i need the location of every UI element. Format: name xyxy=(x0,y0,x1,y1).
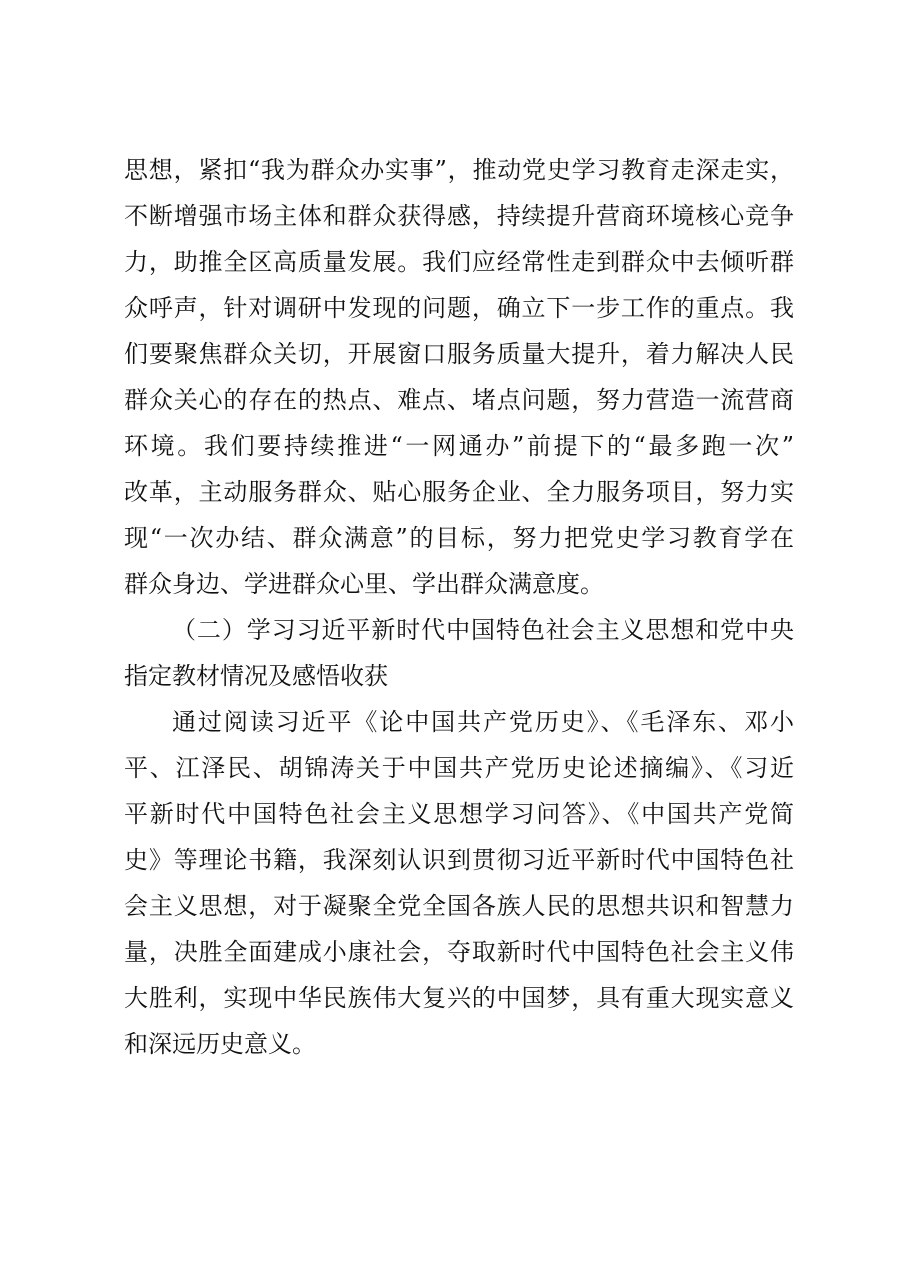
paragraph-line: 力，助推全区高质量发展。我们应经常性走到群众中去倾听群 xyxy=(124,248,794,276)
paragraph-line: 通过阅读习近平《论中国共产党历史》、《毛泽东、邓小 xyxy=(172,708,794,736)
paragraph-service xyxy=(124,147,794,607)
paragraph-line: 大胜利，实现中华民族伟大复兴的中国梦，具有重大现实意义 xyxy=(124,984,794,1012)
paragraph-line: 不断增强市场主体和群众获得感，持续提升营商环境核心竞争 xyxy=(124,202,794,230)
paragraph-line: 现“一次办结、群众满意”的目标，努力把党史学习教育学在 xyxy=(124,524,794,552)
paragraph-line: 众呼声，针对调研中发现的问题，确立下一步工作的重点。我 xyxy=(124,294,794,322)
paragraph-line: 思想，紧扣“我为群众办实事”，推动党史学习教育走深走实， xyxy=(124,156,794,184)
paragraph-line: 史》等理论书籍，我深刻认识到贯彻习近平新时代中国特色社 xyxy=(124,846,794,874)
paragraph-line: 平新时代中国特色社会主义思想学习问答》、《中国共产党简 xyxy=(124,800,794,828)
paragraph-line: 改革，主动服务群众、贴心服务企业、全力服务项目，努力实 xyxy=(124,478,794,506)
paragraph-line: 会主义思想，对于凝聚全党全国各族人民的思想共识和智慧力 xyxy=(124,892,794,920)
body-text xyxy=(124,147,794,1067)
paragraph-line: 环境。我们要持续推进“一网通办”前提下的“最多跑一次” xyxy=(124,432,794,460)
paragraph-line: 群众身边、学进群众心里、学出群众满意度。 xyxy=(124,570,604,598)
paragraph-line: 群众关心的存在的热点、难点、堵点问题，努力营造一流营商 xyxy=(124,386,794,414)
paragraph-line: 们要聚焦群众关切，开展窗口服务质量大提升，着力解决人民 xyxy=(124,340,794,368)
heading-line: 指定教材情况及感悟收获 xyxy=(124,662,388,690)
heading-line: （二）学习习近平新时代中国特色社会主义思想和党中央 xyxy=(172,616,794,644)
paragraph-line: 量，决胜全面建成小康社会，夺取新时代中国特色社会主义伟 xyxy=(124,938,794,966)
paragraph-line: 和深远历史意义。 xyxy=(124,1030,316,1058)
paragraph-line: 平、江泽民、胡锦涛关于中国共产党历史论述摘编》、《习近 xyxy=(124,754,794,782)
paragraph-study xyxy=(124,699,794,1067)
section-heading xyxy=(124,607,794,699)
